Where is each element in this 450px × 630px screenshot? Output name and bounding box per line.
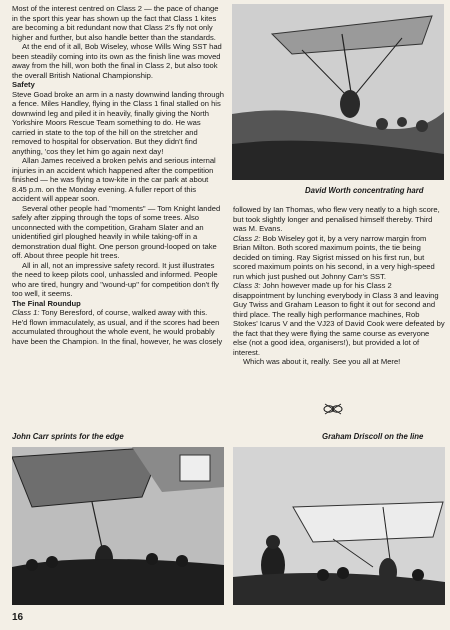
paragraph-text: Bob Wiseley got it, by a very narrow margin from Brian Milton. Both scored maximum points, the tie being decided on timing. Ray Sigrist missed on his first run, but scored maximum points on his second, in a very high-speed run which just pushed out Johnny Carr's SST. xyxy=(233,233,435,281)
class-label: Class 1: xyxy=(12,308,40,317)
photo-hang-glider-image xyxy=(232,4,444,180)
body-paragraph xyxy=(12,261,224,299)
section-heading: Safety xyxy=(12,80,35,89)
ornament-icon xyxy=(323,402,343,416)
paragraph-text: Steve Goad broke an arm in a nasty downwind landing through a fence. Miles Handley, flying in the Class 1 final stalled on his downwind leg and piled it in heavily, finally giving the North Yorkshire Moors Rescue Team something to do. He was carried in state to the top of the hill on the stretcher and removed to hospital for observation. But they didn't find anything, 'cos they let him go again next day! xyxy=(12,89,224,156)
body-paragraph xyxy=(233,205,445,234)
body-paragraph xyxy=(12,90,224,157)
body-paragraph xyxy=(233,357,445,367)
page-number: 16 xyxy=(12,612,24,623)
body-paragraph xyxy=(233,281,445,357)
paragraph-text: followed by Ian Thomas, who flew very neatly to a high score, but took slightly longer and penalised himself thereby. Third was M. Evans. xyxy=(233,205,440,233)
paragraph-text: John however made up for his Class 2 disappointment by lunching everybody in Class 3 and leaving Guy Twiss and Graham Leason to fight it out for second and third place. The really high performance machines, Rob Stokes' Icarus V and the VJ23 of David Cook were defeated by the fact that they were flying the same course as everyone else (not a good idea, organisers!), but provided a lot of interest. xyxy=(233,281,445,357)
photo-caption: David Worth concentrating hard xyxy=(305,186,424,195)
body-paragraph xyxy=(12,42,224,80)
paragraph-text: At the end of it all, Bob Wiseley, whose Wills Wing SST had been steadily coming into its own as the finish line was moved away from the hill, won both the final in Class 2, but also took the overall British National Championship. xyxy=(12,42,222,80)
section-heading: The Final Roundup xyxy=(12,298,81,308)
body-paragraph xyxy=(12,204,224,261)
paragraph-text: All in all, not an impressive safety record. It just illustrates the need to keep pilots cool, unhassled and informed. People who are tired, hungry and "wound-up" for competition don't fly too well, it seems. xyxy=(12,260,219,298)
paragraph-text: Several other people had "moments" — Tom Knight landed safely after zipping through the tops of some trees. Also unconnected with the competition, Graham Slater and an unidentified girl ploughed heavily in while taking-off in a demonstration dual flight. One person ground-looped on take off. About three people hit trees. xyxy=(12,203,221,260)
body-paragraph xyxy=(12,308,224,346)
right-text-column xyxy=(233,205,445,367)
paragraph-text: Which was about it, really. See you all at Mere! xyxy=(243,357,401,366)
photo-hang-glider-image xyxy=(12,447,224,605)
photo-hang-glider-image xyxy=(233,447,445,605)
photo-david-worth xyxy=(232,4,444,180)
photo-caption: John Carr sprints for the edge xyxy=(12,432,124,441)
body-paragraph xyxy=(12,4,224,42)
class-label: Class 2: xyxy=(233,233,261,243)
class-label: Class 3: xyxy=(233,281,261,290)
photo-graham-driscoll xyxy=(233,447,445,605)
paragraph-text: Allan James received a broken pelvis and serious internal injuries in an accident which happened after the competition finished — he was flying a tow-kite in the car park at about 8.45 p.m. on the Monday evening. A fuller report of this accident will appear soon. xyxy=(12,156,216,203)
left-text-column xyxy=(12,4,224,346)
paragraph-text: Most of the interest centred on Class 2 — the pace of change in the sport this year has shown up the fact that Class 1 kites are becoming a bit redundant now that Class 2's fly not only higher and further, but also handle better than the standards. xyxy=(12,4,219,42)
photo-john-carr xyxy=(12,447,224,605)
body-paragraph xyxy=(12,156,224,204)
paragraph-text: Tony Beresford, of course, walked away with this. He'd flown immaculately, as usual, and if the scores had been accumulated throughout the whole event, he would probably have been the Champion. In the final, however, he was closely xyxy=(12,308,223,346)
body-paragraph xyxy=(233,234,445,282)
photo-caption: Graham Driscoll on the line xyxy=(322,432,424,441)
